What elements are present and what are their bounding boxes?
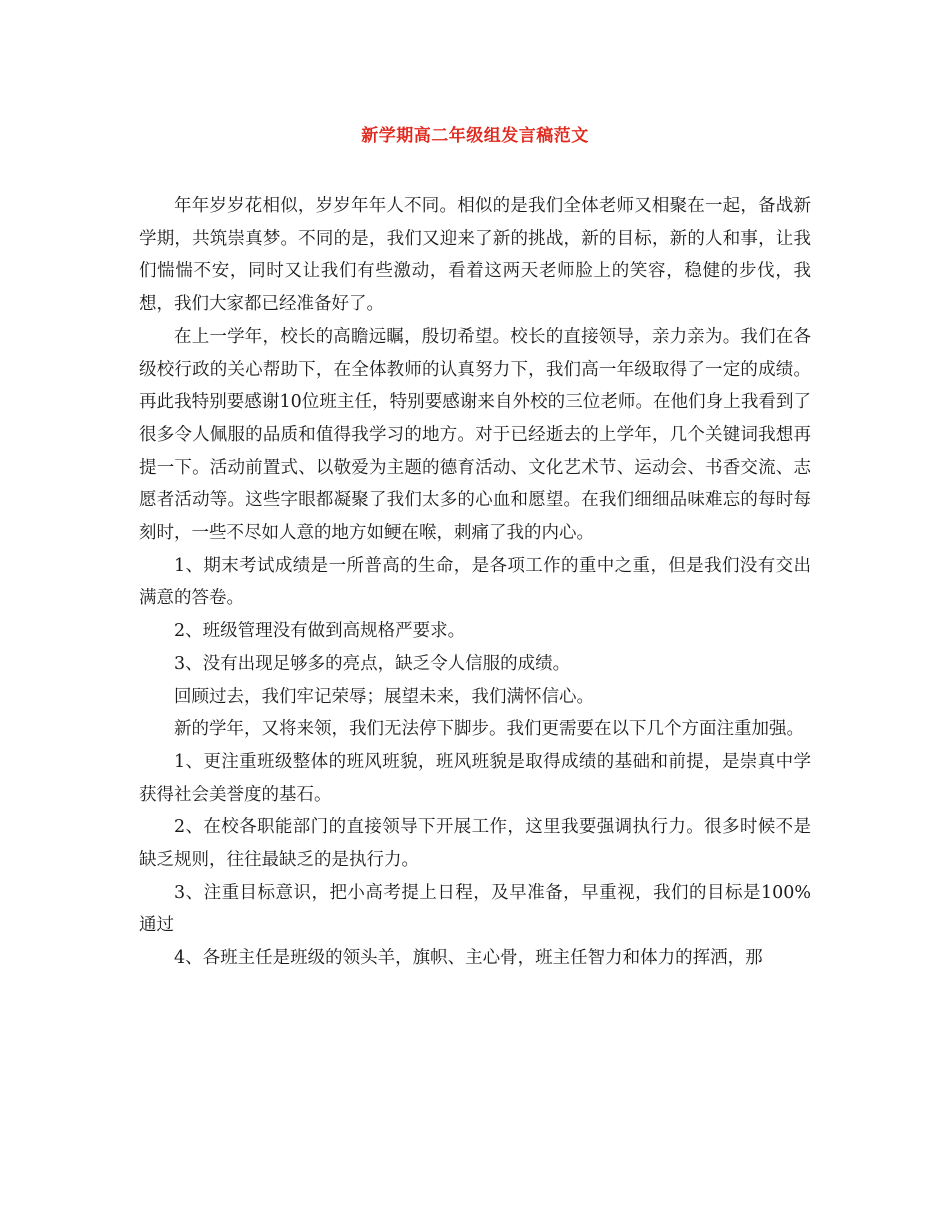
paragraph-plan-4: 4、各班主任是班级的领头羊，旗帜、主心骨，班主任智力和体力的挥洒，那 [174,948,763,969]
paragraph-issue-3: 3、没有出现足够多的亮点，缺乏令人信服的成绩。 [174,653,571,674]
paragraph-last-year-review: 在上一学年，校长的高瞻远瞩，殷切希望。校长的直接领导，亲力亲为。我们在各级校行政的关心帮助下，在全体教师的认真努力下，我们高一年级取得了一定的成绩。再此我特别要感谢10位班主任，特别要感谢来自外校的三位老师。在他们身上我看到了很多令人佩服的品质和值得我学习的地方。对于已经逝去的上学年，几个关键词我想再提一下。活动前置式、以敬爱为主题的德育活动、文化艺术节、运动会、书香交流、志愿者活动等。这些字眼都凝聚了我们太多的心血和愿望。在我们细细品味难忘的每时每刻时，一些不尽如人意的地方如鲠在喉，刺痛了我的内心。 [139,326,811,544]
document-title: 新学期高二年级组发言稿范文 [361,126,589,146]
paragraph-new-year: 新的学年，又将来领，我们无法停下脚步。我们更需要在以下几个方面注重加强。 [174,719,804,740]
paragraph-issue-1: 1、期末考试成绩是一所普高的生命，是各项工作的重中之重，但是我们没有交出满意的答卷。 [139,555,811,609]
paragraph-transition: 回顾过去，我们牢记荣辱；展望未来，我们满怀信心。 [174,686,594,707]
paragraph-plan-2: 2、在校各职能部门的直接领导下开展工作，这里我要强调执行力。很多时候不是缺乏规则，往往最缺乏的是执行力。 [139,817,811,871]
paragraph-plan-1: 1、更注重班级整体的班风班貌，班风班貌是取得成绩的基础和前提，是崇真中学获得社会美誉度的基石。 [139,751,811,805]
paragraph-opening: 年年岁岁花相似，岁岁年年人不同。相似的是我们全体老师又相聚在一起，备战新学期，共筑崇真梦。不同的是，我们又迎来了新的挑战，新的目标，新的人和事，让我们惴惴不安，同时又让我们有些激动，看着这两天老师脸上的笑容，稳健的步伐，我想，我们大家都已经准备好了。 [139,196,811,315]
paragraph-issue-2: 2、班级管理没有做到高规格严要求。 [174,621,466,642]
paragraph-plan-3: 3、注重目标意识，把小高考提上日程，及早准备，早重视，我们的目标是100%通过 [139,882,811,936]
document-body [139,190,811,975]
